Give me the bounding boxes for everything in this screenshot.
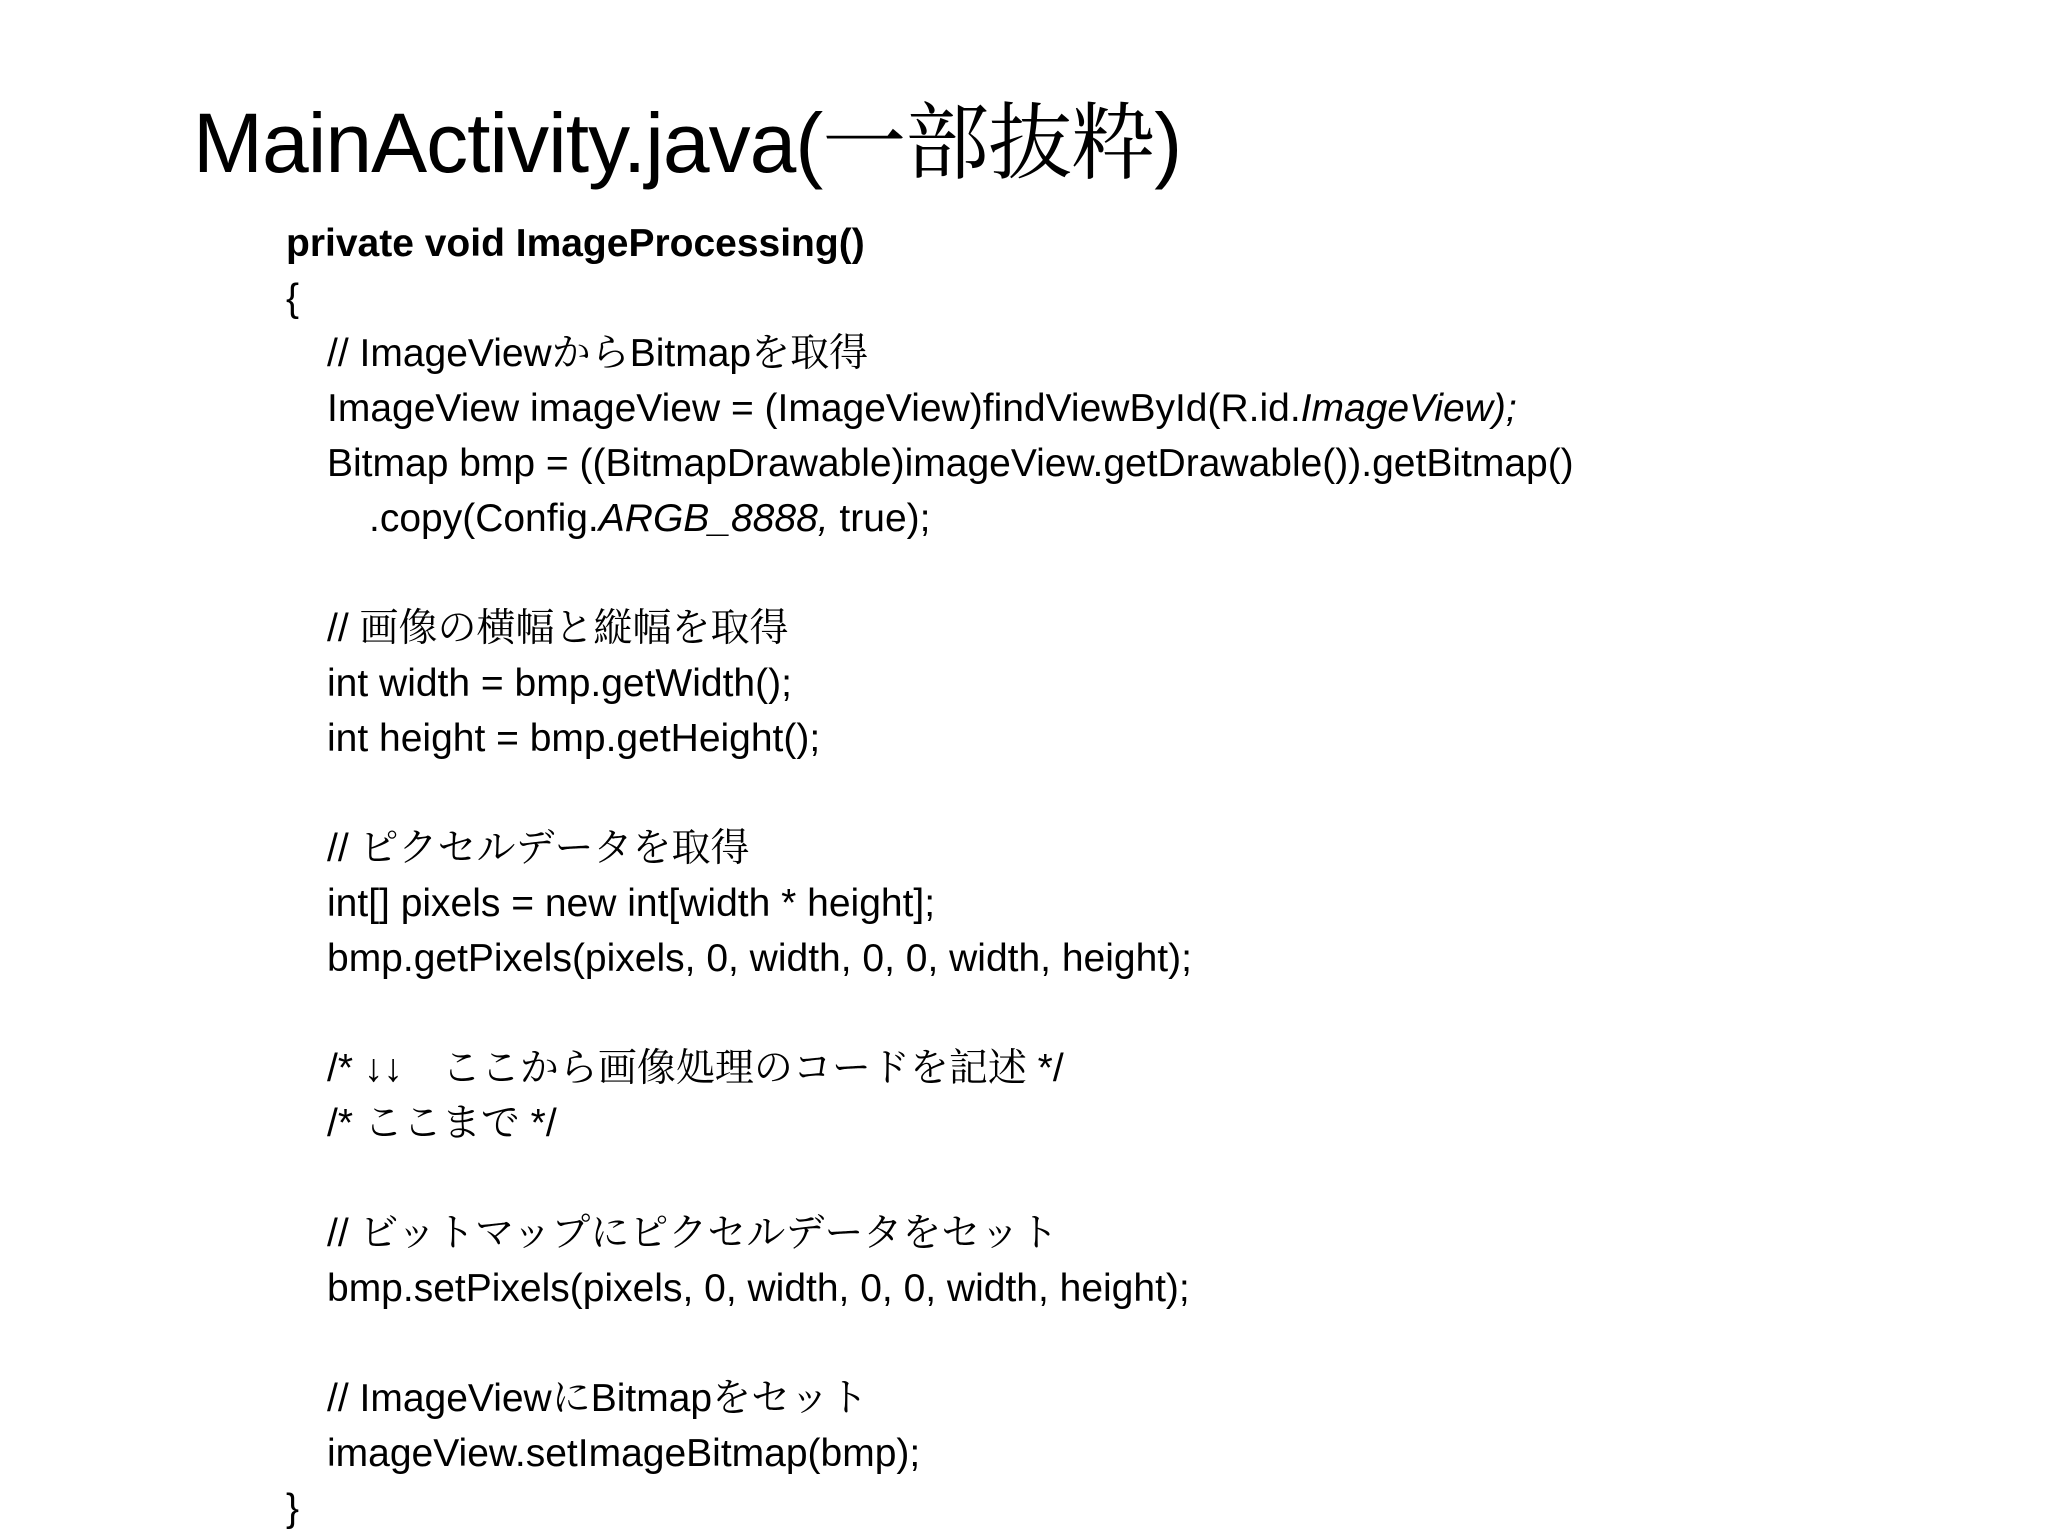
code-line-copy — [369, 491, 930, 546]
code-line-pixels-array: int[] pixels = new int[width * height]; — [327, 882, 936, 925]
code-line-get-pixels: bmp.getPixels(pixels, 0, width, 0, 0, width, height); — [327, 937, 1192, 980]
code-line-height: int height = bmp.getHeight(); — [327, 717, 821, 760]
comment-processing-start: /* ↓↓ ここから画像処理のコードを記述 */ — [327, 1047, 1064, 1090]
code-text: .copy(Config. — [369, 497, 599, 540]
close-brace: } — [286, 1487, 300, 1530]
code-line-imageview — [327, 381, 1517, 436]
code-line-set-pixels: bmp.setPixels(pixels, 0, width, 0, 0, width, height); — [327, 1267, 1190, 1310]
code-text: ImageView imageView = (ImageView)findViewById(R.id. — [327, 387, 1301, 430]
code-italic-text: ARGB_8888, — [598, 497, 829, 540]
code-line-bitmap: Bitmap bmp = ((BitmapDrawable)imageView.getDrawable()).getBitmap() — [327, 442, 1574, 485]
slide-title: MainActivity.java(一部抜粋) — [193, 96, 1182, 190]
comment-processing-end: /* ここまで */ — [327, 1102, 557, 1145]
code-italic-text: ImageView); — [1300, 387, 1517, 430]
comment-get-size: // 画像の横幅と縦幅を取得 — [327, 607, 789, 650]
comment-get-pixels: // ピクセルデータを取得 — [327, 827, 750, 870]
comment-set-pixels: // ビットマップにピクセルデータをセット — [327, 1212, 1059, 1255]
comment-get-bitmap: // ImageViewからBitmapを取得 — [327, 332, 869, 375]
code-line-width: int width = bmp.getWidth(); — [327, 662, 792, 705]
code-text: true); — [828, 497, 931, 540]
open-brace: { — [286, 277, 300, 320]
method-signature: private void ImageProcessing() — [286, 222, 865, 265]
code-line-set-bitmap: imageView.setImageBitmap(bmp); — [327, 1432, 921, 1475]
comment-set-bitmap: // ImageViewにBitmapをセット — [327, 1377, 869, 1420]
